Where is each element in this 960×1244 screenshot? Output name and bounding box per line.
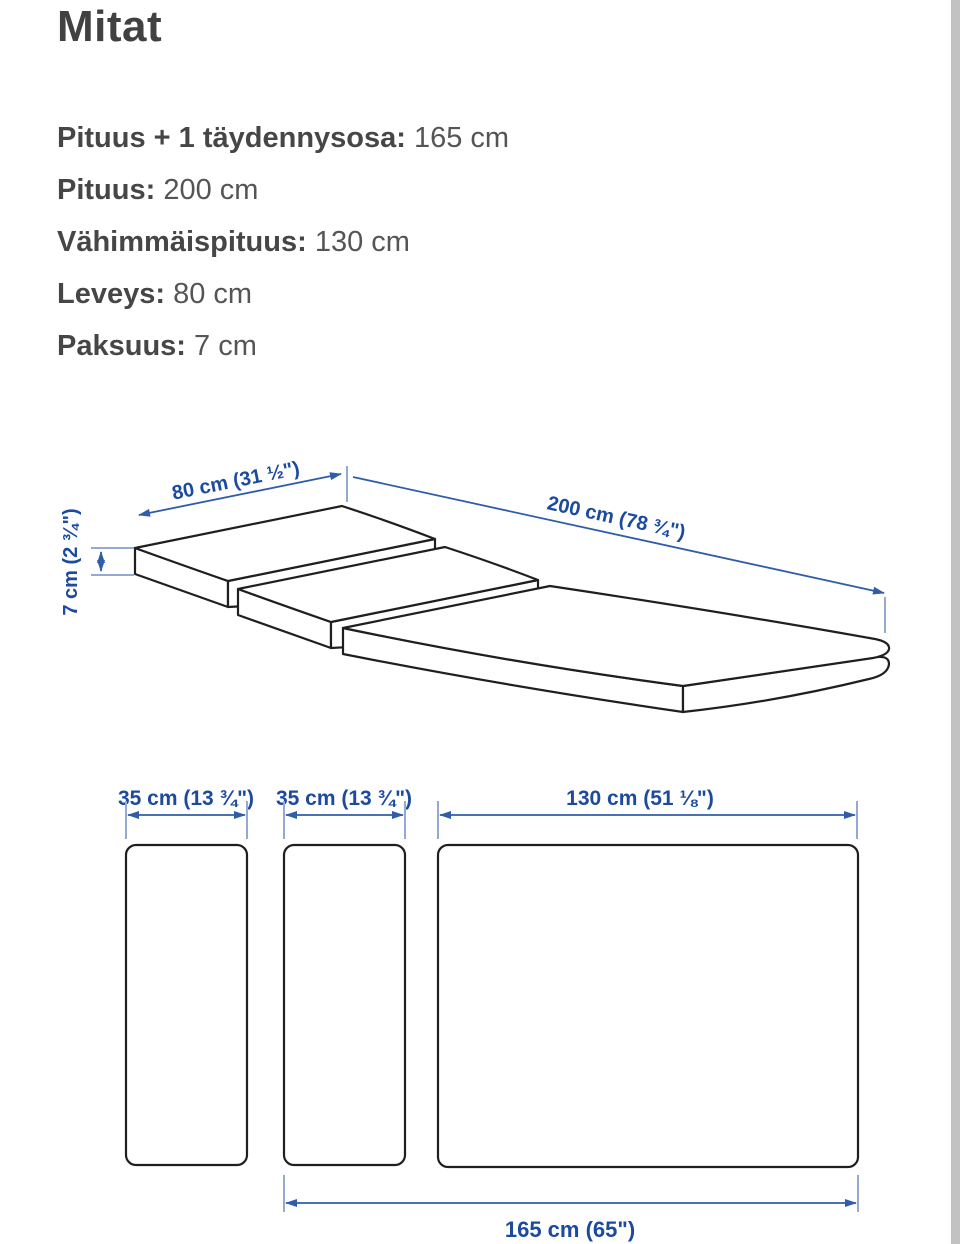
dimension-row [57,320,509,372]
section-2-outline [284,845,405,1165]
section-3-width-label: 130 cm (51 ⅛") [566,787,714,810]
length-dimension-label: 200 cm (78 ¾") [545,492,688,544]
thickness-dimension [60,508,134,615]
mattress-3d-diagram [55,445,955,725]
dimension-value: 165 cm [405,122,510,154]
dimension-value: 7 cm [185,330,257,362]
thickness-dimension-label: 7 cm (2 ¾") [60,508,82,616]
dimension-row [57,164,509,216]
dimension-value: 200 cm [155,174,259,206]
section-3-outline [438,845,858,1167]
dimension-value: 80 cm [165,278,253,310]
section-1-outline [126,845,247,1165]
dimension-label: Pituus + 1 täydennysosa: [57,122,406,154]
dimension-label: Vähimmäispituus: [57,226,307,258]
mattress-2d-diagram [100,775,890,1244]
dimension-row [57,268,509,320]
total-length-label: 165 cm (65") [504,1217,636,1242]
scrollbar[interactable] [951,0,960,1244]
dimension-list [57,112,509,372]
total-length-dimension [284,1175,858,1242]
page-title: Mitat [57,2,163,51]
width-dimension-label: 80 cm (31 ½") [170,457,302,505]
dimension-label: Leveys: [57,278,166,310]
dimension-row [57,216,509,268]
dimension-label: Paksuus: [57,330,186,362]
section-1-width-label: 35 cm (13 ¾") [117,787,255,810]
dimension-value: 130 cm [306,226,410,258]
dimension-row [57,112,509,164]
width-dimension [139,458,347,515]
section-2-width-label: 35 cm (13 ¾") [275,787,413,810]
dimension-label: Pituus: [57,174,156,206]
